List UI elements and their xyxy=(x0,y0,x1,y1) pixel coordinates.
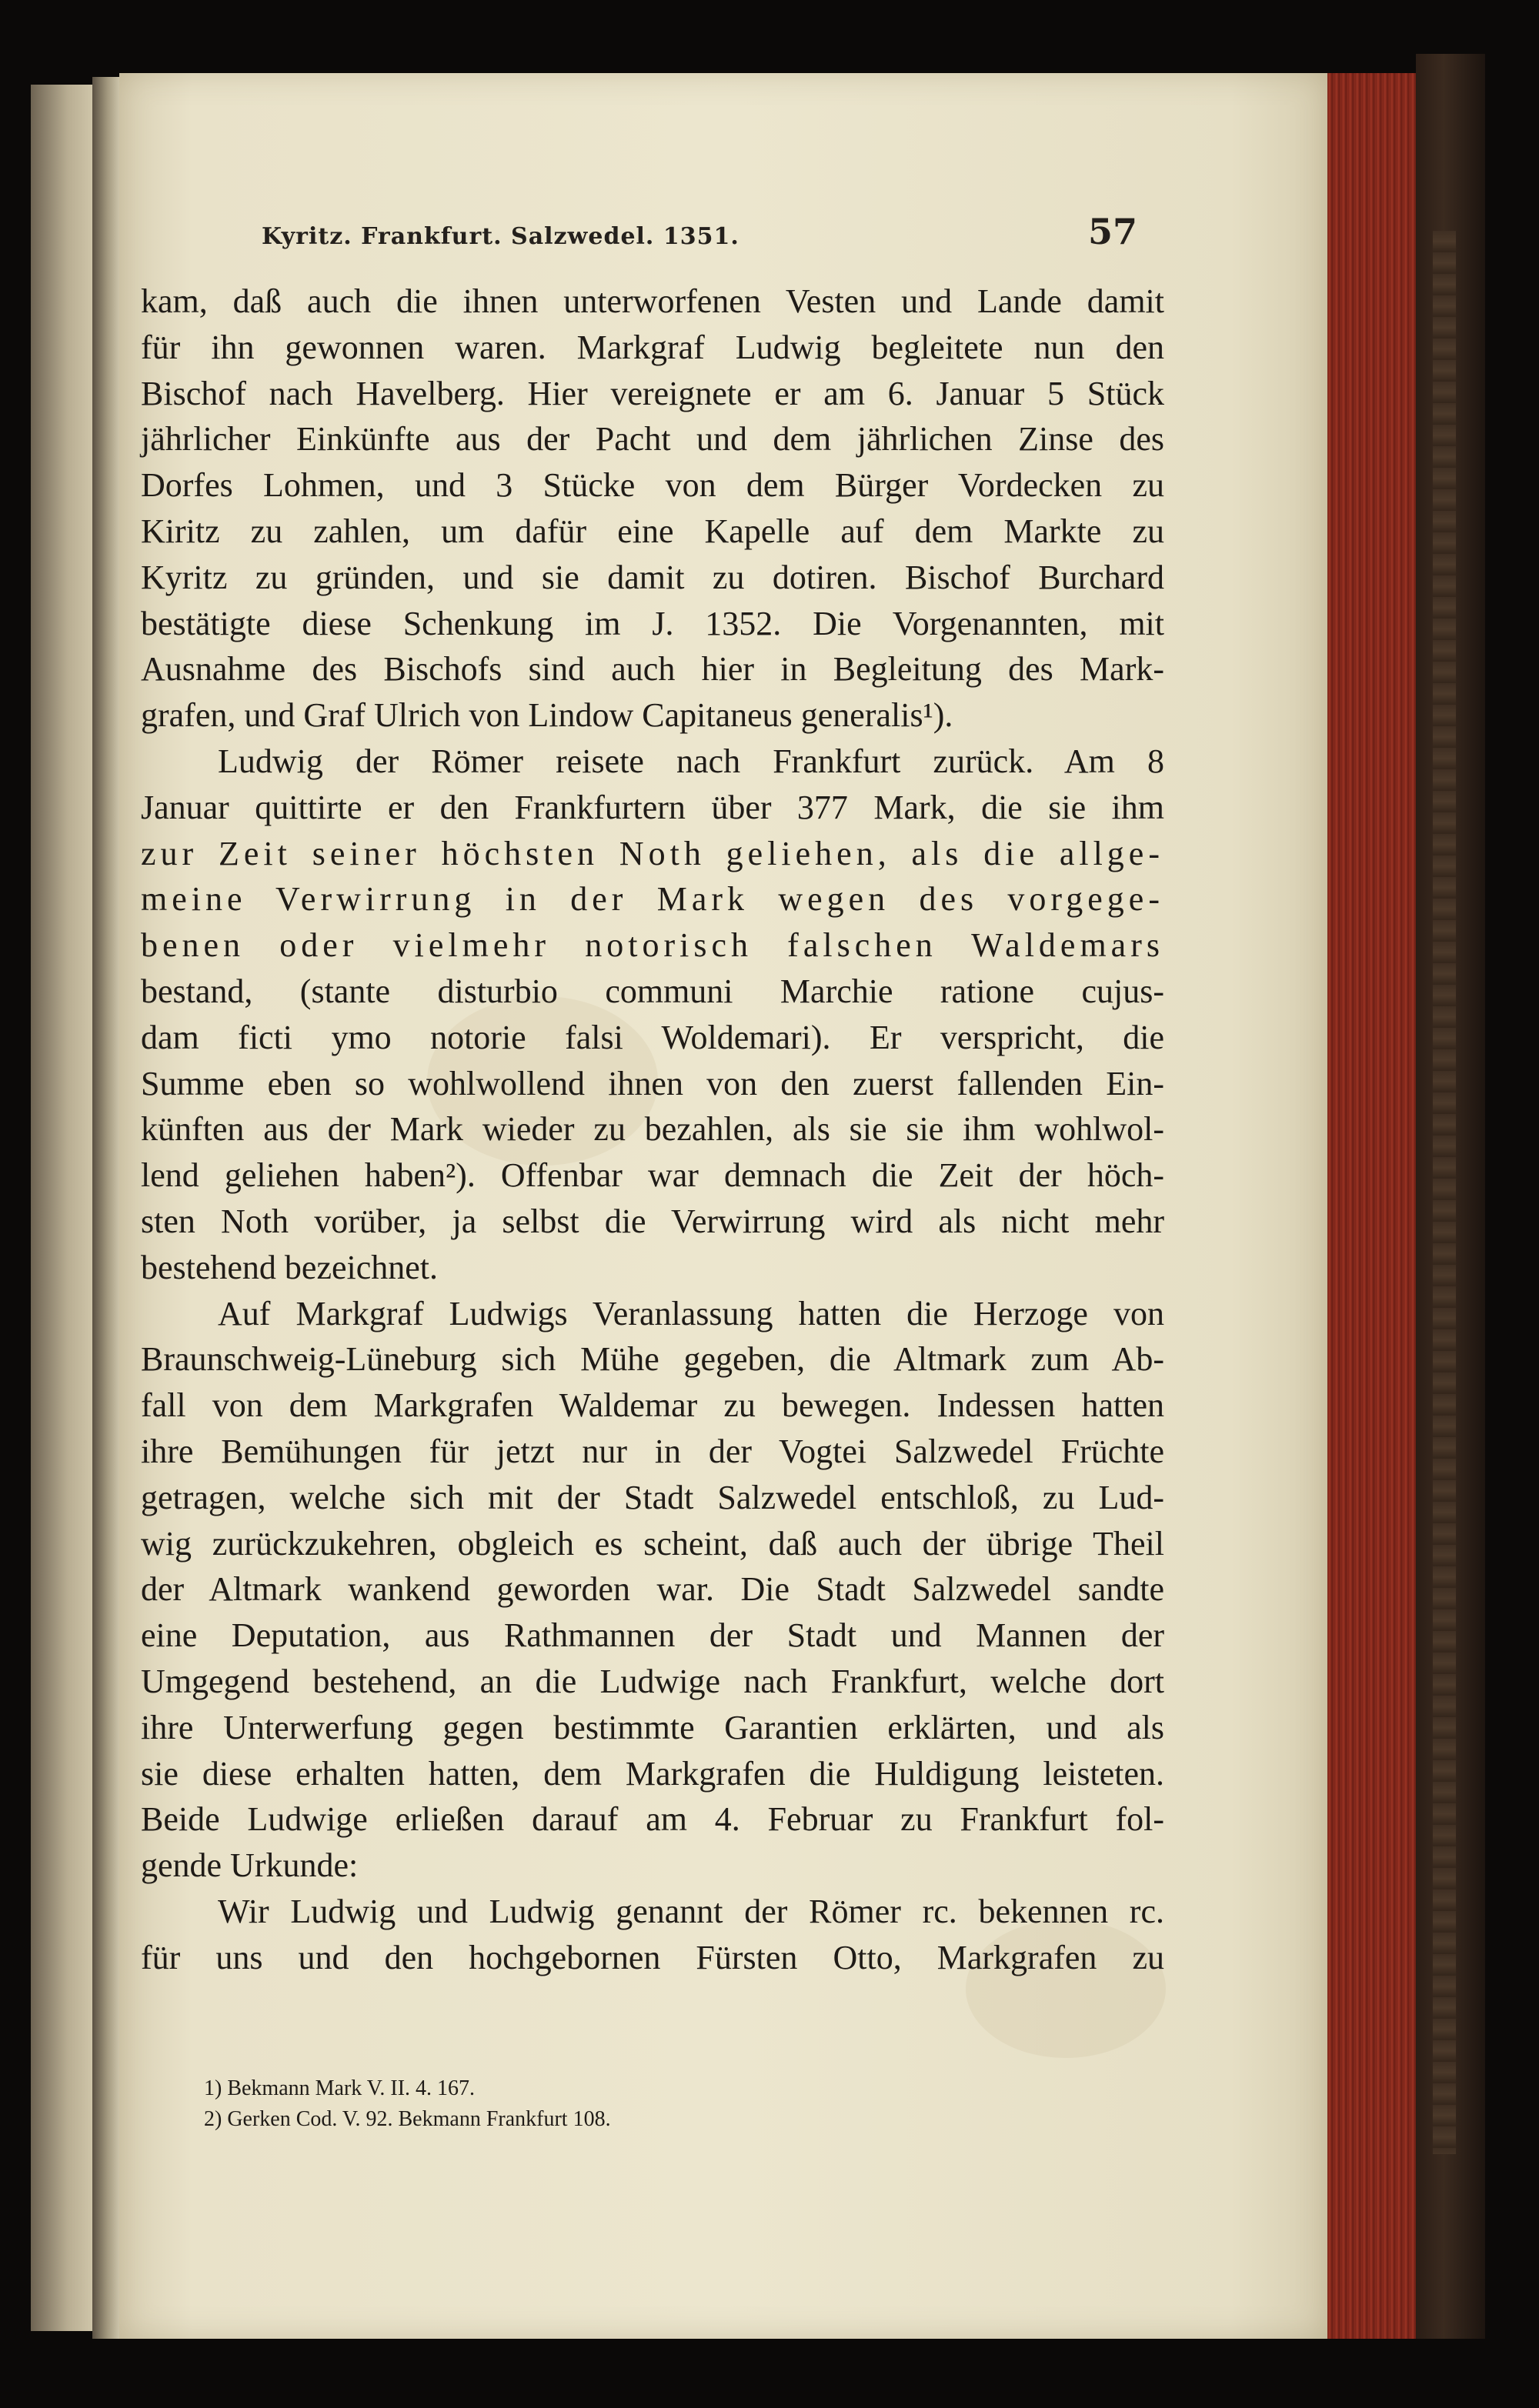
cover-texture xyxy=(1433,231,1456,2154)
text-line: der Altmark wankend geworden war. Die Stadt Salzwedel sandte xyxy=(141,1570,1164,1609)
text-line: Januar quittirte er den Frankfurtern über 377 Mark, die sie ihm xyxy=(141,788,1164,826)
text-line: bestand, (stante disturbio communi Marchie ratione cujus- xyxy=(141,972,1164,1010)
footnote: 1) Bekmann Mark V. II. 4. 167. xyxy=(204,2076,476,2100)
text-line: jährlicher Einkünfte aus der Pacht und dem jährlichen Zinse des xyxy=(141,420,1164,459)
text-line: für ihn gewonnen waren. Markgraf Ludwig begleitete nun den xyxy=(141,328,1164,366)
left-page-edge xyxy=(31,85,92,2331)
text-line: sten Noth vorüber, ja selbst die Verwirrung wird als nicht mehr xyxy=(141,1202,1164,1240)
text-line: Ludwig der Römer reisete nach Frankfurt zurück. Am 8 xyxy=(218,742,1164,780)
text-line: meine Verwirrung in der Mark wegen des vorgege- xyxy=(141,880,1164,919)
text-line: getragen, welche sich mit der Stadt Salzwedel entschloß, zu Lud- xyxy=(141,1478,1164,1516)
text-line: fall von dem Markgrafen Waldemar zu bewegen. Indessen hatten xyxy=(141,1386,1164,1425)
book-gutter xyxy=(92,77,123,2339)
text-line: kam, daß auch die ihnen unterworfenen Vesten und Lande damit xyxy=(141,282,1164,320)
text-line: für uns und den hochgebornen Fürsten Otto, Markgrafen zu xyxy=(141,1938,1164,1976)
text-line: Kyritz zu gründen, und sie damit zu dotiren. Bischof Burchard xyxy=(141,558,1164,596)
text-line: benen oder vielmehr notorisch falschen Waldemars xyxy=(141,926,1164,965)
text-line: gende Urkunde: xyxy=(141,1846,359,1885)
text-line: eine Deputation, aus Rathmannen der Stadt und Mannen der xyxy=(141,1616,1164,1655)
text-line: Beide Ludwige erließen darauf am 4. Februar zu Frankfurt fol- xyxy=(141,1800,1164,1839)
text-line: Dorfes Lohmen, und 3 Stücke von dem Bürger Vordecken zu xyxy=(141,466,1164,505)
red-page-edges xyxy=(1327,73,1416,2339)
text-line: zur Zeit seiner höchsten Noth geliehen, als die allge- xyxy=(141,834,1164,872)
text-line: Ausnahme des Bischofs sind auch hier in Begleitung des Mark- xyxy=(141,650,1164,689)
page-number: 57 xyxy=(1088,211,1138,252)
text-line: Braunschweig-Lüneburg sich Mühe gegeben, die Altmark zum Ab- xyxy=(141,1340,1164,1379)
text-line: Bischof nach Havelberg. Hier vereignete er am 6. Januar 5 Stück xyxy=(141,374,1164,412)
text-line: wig zurückzukehren, obgleich es scheint, daß auch der übrige Theil xyxy=(141,1524,1164,1563)
text-line: Summe eben so wohlwollend ihnen von den zuerst fallenden Ein- xyxy=(141,1064,1164,1102)
text-line: sie diese erhalten hatten, dem Markgrafen die Huldigung leisteten. xyxy=(141,1754,1164,1793)
text-line: Auf Markgraf Ludwigs Veranlassung hatten die Herzoge von xyxy=(218,1294,1164,1332)
text-line: bestätigte diese Schenkung im J. 1352. Die Vorgenannten, mit xyxy=(141,604,1164,642)
running-head: Kyritz. Frankfurt. Salzwedel. 1351. xyxy=(262,223,739,250)
text-line: künften aus der Mark wieder zu bezahlen, als sie sie ihm wohlwol- xyxy=(141,1110,1164,1149)
text-line: ihre Bemühungen für jetzt nur in der Vogtei Salzwedel Früchte xyxy=(141,1432,1164,1470)
footnotes xyxy=(204,2073,1050,2135)
text-line: lend geliehen haben²). Offenbar war demnach die Zeit der höch- xyxy=(141,1156,1164,1195)
text-line: Wir Ludwig und Ludwig genannt der Römer rc. bekennen rc. xyxy=(218,1892,1164,1930)
footnote: 2) Gerken Cod. V. 92. Bekmann Frankfurt 108. xyxy=(204,2107,611,2131)
text-line: bestehend bezeichnet. xyxy=(141,1248,439,1286)
text-line: dam ficti ymo notorie falsi Woldemari). Er verspricht, die xyxy=(141,1018,1164,1056)
body-text xyxy=(141,278,1164,1980)
text-line: Kiritz zu zahlen, um dafür eine Kapelle auf dem Markte zu xyxy=(141,512,1164,550)
text-line: grafen, und Graf Ulrich von Lindow Capitaneus generalis¹). xyxy=(141,696,953,735)
text-line: Umgegend bestehend, an die Ludwige nach Frankfurt, welche dort xyxy=(141,1662,1164,1700)
text-line: ihre Unterwerfung gegen bestimmte Garantien erklärten, und als xyxy=(141,1708,1164,1746)
